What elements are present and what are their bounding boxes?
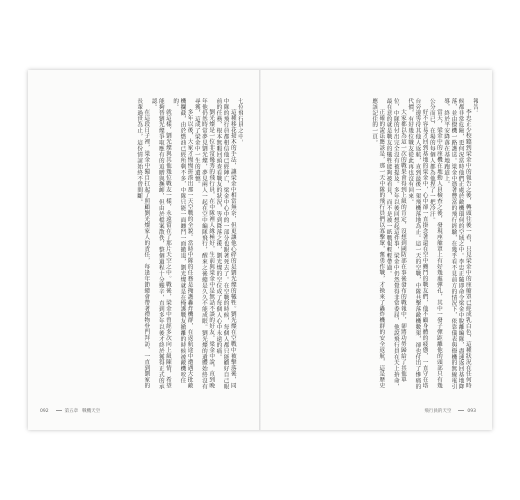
footer-divider [458, 410, 464, 411]
paragraph: 正確的說法應該是，那一天中隊的飛行員們以寡擊眾，奮勇作戰，才換來了轟炸機群的安全返航，這是歷史應該記住的一頁。 [371, 98, 385, 389]
paragraph: 這種移花接木的手法，讓梁金中相當無奈，但更讓他心碎的是劉光燦的犧牲。劉光燦在空戰中被擊落後，同中隊的飛行員都相信他已經陣亡，梁金中心中的一部分也跟著死去了。在空戰的時候，每個人都只能顧好自己眼前的任務，根本無暇回頭查看戰友的狀況，等到降落之後，劉光燦的空位成了每個人心中永遠的痛。 [215, 98, 236, 390]
right-page-text [288, 98, 478, 390]
paragraph: 多年以後，大家才慢慢拼湊出那一天空戰的全貌。當時中隊的任務是掩護轟炸機群，在返航途中遭遇大批敵機攔截，由於燃油已經所剩不多，中隊只能一面纏鬥一面撤退，劉光燦就是在掩護戰友撤離的時候被敵機咬住的。 [172, 98, 193, 389]
page-number: 092 [40, 409, 49, 414]
paragraph: 就這樣，劉光燦與其他幾位戰友一樣，永遠留在了那片天空之中。戰後，梁金中曾經多次向上級陳情，希望能夠替劉光燦爭取應有的追贈與撫卹，但由於檔案散佚，整個過程十分艱辛，直到多年以後才終於獲得正式的承認。 [150, 98, 171, 390]
left-page-text [57, 98, 243, 390]
paragraph: 好不容易才回到基地的梁金中，心中卻一直掛念著還在空中纏鬥的戰友們，他不顧身體的疲憊，一直守在塔台旁邊等待其他人返航，直到最後一架飛機落地為止。這一天的空戰，中隊共擊落敵機數架，卻也付出了慘痛的代價，有好幾位戰友從此再也沒有回來。 [407, 98, 428, 390]
paragraph: 大家都以為這一次的戰果會得到上級的肯定，沒想到國防部在事後發布的戰報中，卻將功勞歸給了其他單位，中隊的付出完全沒有被提及。多年以後回想起這件事，梁金中仍然覺得非常委屈，他說飛行員在天上拚命，最在意的就是戰友的犧牲能夠被看見，而不是被一紙戰報輕輕帶過。 [385, 98, 406, 390]
footer-divider [56, 410, 62, 411]
right-page-footer [424, 408, 480, 414]
left-page-footer [40, 408, 104, 414]
page-number: 093 [467, 409, 476, 414]
paragraph: 在這段日子裡，梁金中獨自扛起了照顧劉光燦家人的責任，每逢年節總會帶著禮物登門拜訪，一直到劉家的長輩過世為止，這份情誼始終不曾間斷。 [136, 98, 150, 389]
paragraph: 當天，梁金中的座機在地勤人員檢查之後，發現座艙罩上有好幾處彈孔，其中一發子彈距離他的頭部只有幾公分而已，在場的每個人都為他捏了一把冷汗。 [428, 98, 442, 389]
paragraph: 報告。 [472, 98, 478, 116]
running-title: 戰機天空 [82, 409, 101, 414]
running-title: 飛行員的天空 [424, 409, 452, 414]
book-spread [28, 70, 492, 430]
paragraph: 七位飛行員之中， [237, 98, 243, 146]
paragraph: 李忠正少校聽到梁金中的報告之後，轉頭往後一看，只見梁金中的座艙罩已經成乳白色，這種狀況在任何時候都非常危險，更何況當時他們正處於敵機環伺的空域之中。李忠正隨即命令梁金中脫離編隊，盡速返回基地降落，並由僚機一路護送。梁金中憑著豐富的飛行經驗，在幾乎看不見前方的情況下，依靠儀表與僚機的無線電引導，終於平安降落在基地跑道上。 [443, 98, 471, 390]
left-page [28, 70, 259, 430]
section-label: 第五章 [64, 409, 79, 414]
paragraph: 劉光燦是一位非常優秀的飛行員，在中隊裡人緣極好，生前與梁金中是無話不談的好友。梁金中說，直到晚年他仍然時常夢見劉光燦，夢見兩人一起在空中編隊飛行，醒來之後總是久久不能成眠。劉光燦的遺體始終沒有尋獲，這成了梁金中一生的遺憾。 [193, 98, 215, 390]
right-page [261, 70, 492, 430]
